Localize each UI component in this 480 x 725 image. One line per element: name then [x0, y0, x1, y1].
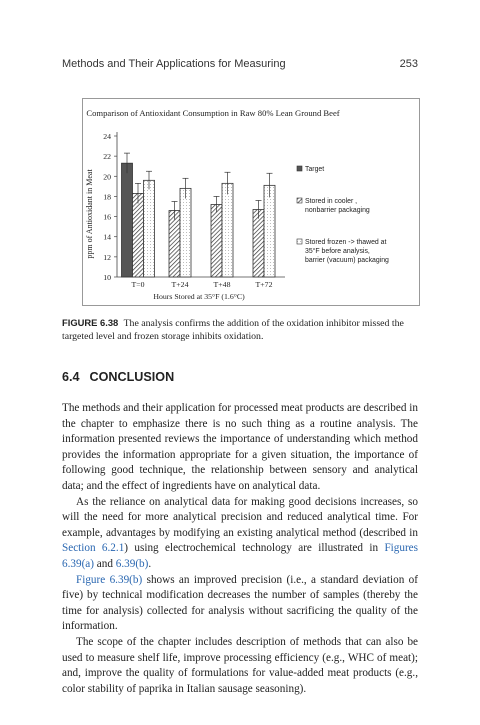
bar-cooler: [169, 211, 180, 277]
legend-swatch: [297, 239, 302, 244]
chart-legend: [297, 166, 389, 264]
paragraph-3-text: shows an improved precision (i.e., a standard deviation of five) by technical modification decreases the number of samples (thereby the time for analysis) collected for analysis without sacrificing the quality of the information.: [62, 573, 418, 633]
caption-text: The analysis confirms the addition of the oxidation inhibitor missed the targeted level and frozen storage inhibits oxidation.: [62, 318, 404, 342]
figure-6-39a-link[interactable]: Figures 6.39(a): [62, 542, 418, 570]
bar-target: [122, 163, 133, 277]
y-tick-label: 12: [103, 252, 111, 262]
x-axis-label: Hours Stored at 35°F (1.6°C): [153, 292, 245, 301]
legend-label: Stored in cooler , nonbarrier packaging: [305, 198, 370, 214]
section-6-2-1-link[interactable]: Section 6.2.1: [62, 542, 125, 555]
legend-swatch: [297, 198, 302, 203]
x-tick-label: T=0: [131, 280, 145, 289]
bar-frozen: [144, 180, 155, 277]
bar-cooler: [133, 193, 144, 277]
figure-chart: [82, 98, 420, 306]
section-title: CONCLUSION: [89, 370, 175, 384]
y-tick-label: 24: [103, 132, 111, 141]
paragraph-2-text-b: ) using electrochemical technology are illustrated in: [124, 542, 385, 555]
figure-6-39b-link[interactable]: 6.39(b): [115, 557, 149, 570]
bar-cooler: [253, 210, 264, 277]
y-tick-label: 20: [103, 172, 111, 182]
section-heading: [62, 370, 174, 384]
section-number: 6.4: [62, 370, 80, 384]
x-tick-label: T+48: [213, 280, 231, 289]
body-text: [62, 401, 418, 697]
paragraph-2: [62, 495, 418, 573]
running-head: Methods and Their Applications for Measuring: [62, 58, 286, 70]
y-tick-label: 10: [103, 273, 111, 282]
legend-label: Stored frozen -> thawed at 35°F before analysis, barrier (vacuum) packaging: [305, 239, 389, 264]
figure-6-39b-link-2[interactable]: Figure 6.39(b): [76, 573, 143, 586]
page-number: 253: [399, 58, 418, 70]
bar-frozen: [264, 185, 275, 277]
x-tick-label: T+72: [255, 280, 273, 289]
paragraph-2-text-a: As the reliance on analytical data for making good decisions increases, so will the need for more analytical precision and reduced analytical time. For example, advantages by modifying an existing analytical method (described in: [62, 495, 418, 539]
x-tick-label: T+24: [171, 280, 189, 289]
paragraph-2-text-c: and: [94, 557, 116, 570]
caption-label: FIGURE 6.38: [62, 317, 119, 328]
paragraph-1: The methods and their application for processed meat products are described in the chapter to emphasize there is no such thing as a routine analysis. The information presented reviews the importance of understanding which method provides the information appropriate for a given situation, the importance of following good technique, the relationship between sensory and analytical data; and the effect of ingredients have on analytical data.: [62, 402, 418, 492]
chart-svg: [83, 99, 419, 305]
figure-caption: [62, 316, 418, 343]
y-axis-label: ppm of Antioxidant in Meat: [85, 169, 94, 259]
bar-frozen: [222, 183, 233, 277]
y-tick-label: 14: [103, 232, 111, 242]
bar-cooler: [211, 204, 222, 277]
legend-label: Target: [305, 166, 325, 173]
legend-swatch: [297, 166, 302, 171]
paragraph-4: The scope of the chapter includes description of methods that can also be used to measure shelf life, improve processing efficiency (e.g., WHC of meat); and, improve the quality of formulations for value-added meat products (e.g., color stability of paprika in Italian sausage seasoning).: [62, 635, 418, 695]
bar-frozen: [180, 188, 191, 277]
y-tick-label: 18: [103, 192, 111, 202]
paragraph-3: [62, 573, 418, 635]
y-tick-label: 22: [103, 152, 111, 162]
paragraph-2-text-d: .: [148, 557, 152, 570]
y-tick-label: 16: [103, 212, 111, 222]
chart-title: Comparison of Antioxidant Consumption in Raw 80% Lean Ground Beef: [86, 108, 340, 118]
